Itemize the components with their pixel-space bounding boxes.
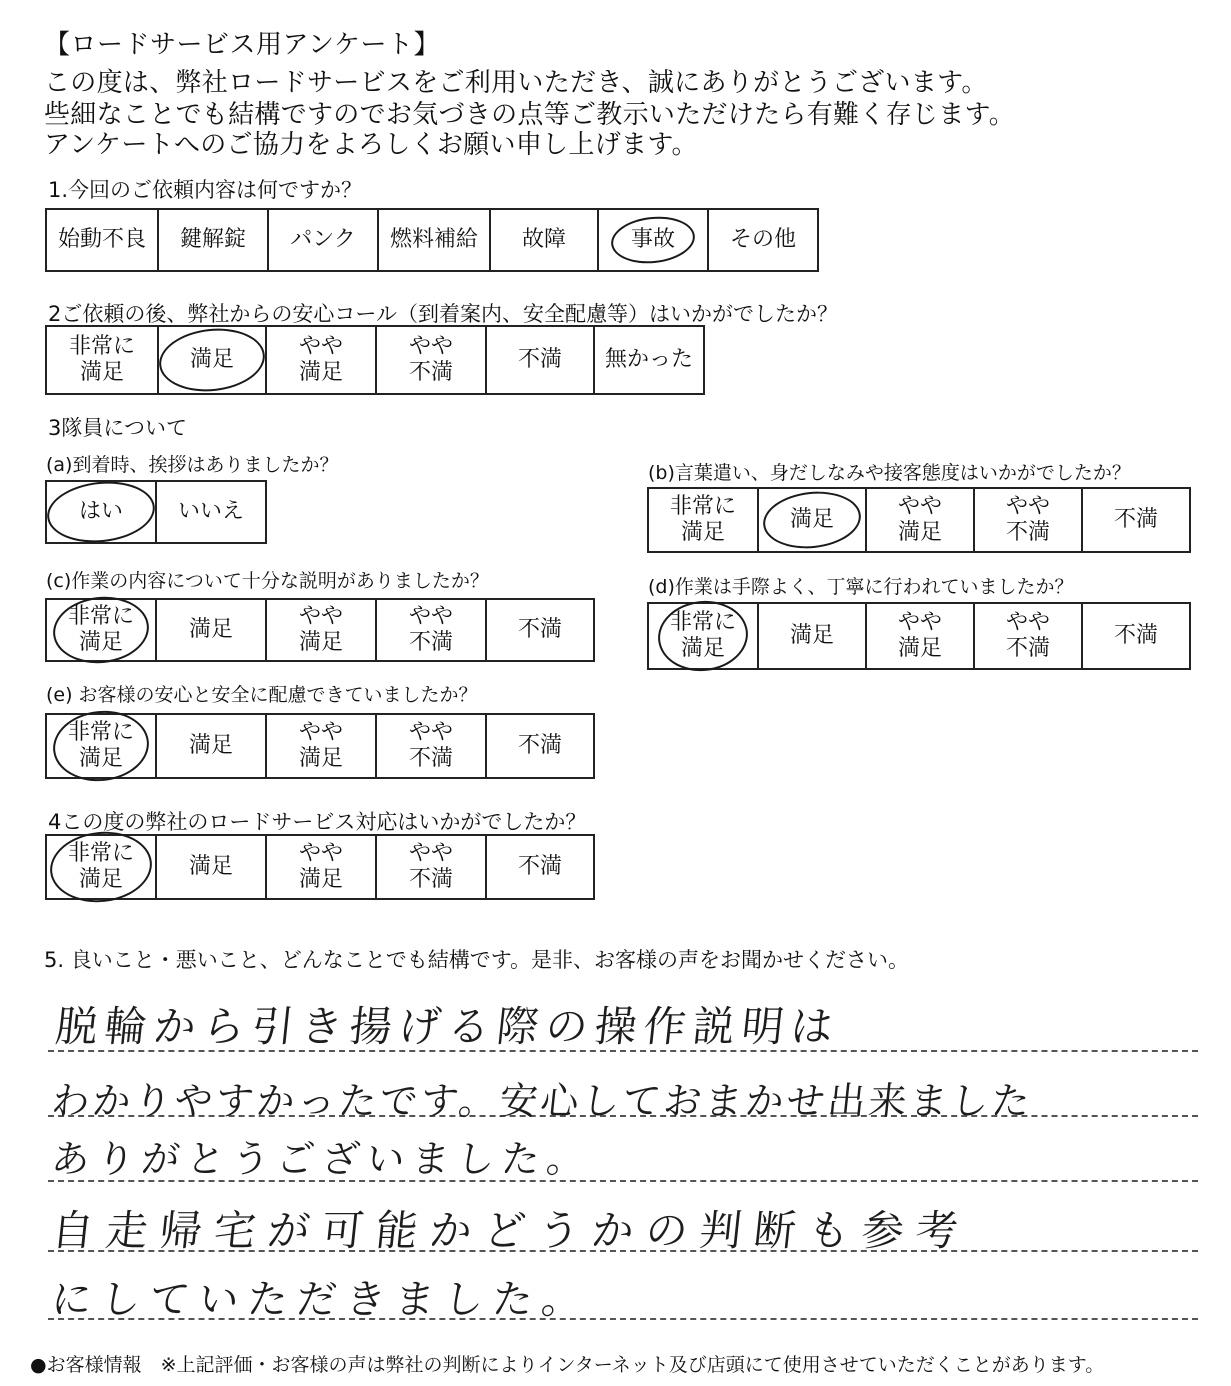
comment-line-4: 自走帰宅が可能かどうかの判断も参考 <box>49 1206 973 1255</box>
q4-option-label: 満足 <box>188 853 233 879</box>
q3d-label: (d)作業は手際よく、丁寧に行われていましたか？ <box>648 576 1074 598</box>
q3-c-option[interactable] <box>487 598 595 662</box>
q3b-options <box>647 487 1191 553</box>
q2-option[interactable] <box>377 325 487 395</box>
q2-option[interactable] <box>267 325 377 395</box>
q3c-options <box>45 598 595 662</box>
q3-b-option-label: 不満 <box>1113 506 1158 532</box>
intro-line-3: アンケートへのご協力をよろしくお願い申し上げます。 <box>44 130 698 160</box>
q1-option[interactable] <box>379 208 491 272</box>
survey-title: 【ロードサービス用アンケート】 <box>44 30 440 60</box>
q3-c-option-label: 満足 <box>188 616 233 642</box>
q3-d-option[interactable] <box>759 602 867 670</box>
q4-label: 4この度の弊社のロードサービス対応はいかがでしたか？ <box>48 810 587 834</box>
q3-b-option-label: 非常に 満足 <box>669 493 736 545</box>
q3-b-option-label: やや 不満 <box>1005 493 1050 545</box>
q3-a-option[interactable] <box>47 480 157 544</box>
q1-label: 1.今回のご依頼内容は何ですか？ <box>48 178 363 202</box>
q3-c-option[interactable] <box>157 598 267 662</box>
q3-e-option[interactable] <box>377 713 487 779</box>
q1-option[interactable] <box>599 208 709 272</box>
q3-b-option-label: やや 満足 <box>897 493 942 545</box>
q3-b-option[interactable] <box>975 487 1083 553</box>
q1-option-label: 始動不良 <box>57 226 146 252</box>
q5-label: 5. 良いこと・悪いこと、どんなことでも結構です。是非、お客様の声をお聞かせください。 <box>44 948 910 972</box>
q3-e-option[interactable] <box>157 713 267 779</box>
q2-option[interactable] <box>595 325 705 395</box>
q3-b-option[interactable] <box>867 487 975 553</box>
q1-option[interactable] <box>269 208 379 272</box>
q2-option-label: やや 満足 <box>298 333 343 385</box>
q2-options <box>45 325 705 395</box>
q4-option[interactable] <box>377 834 487 900</box>
q3-a-option-label: いいえ <box>177 498 244 524</box>
q2-option-label: 非常に 満足 <box>68 333 135 385</box>
q3-d-option-label: やや 不満 <box>1005 609 1050 661</box>
q3d-options <box>647 602 1191 670</box>
q3-b-option[interactable] <box>1083 487 1191 553</box>
q3-c-option-label: やや 満足 <box>298 603 343 655</box>
q2-option[interactable] <box>159 325 267 395</box>
q2-option-label: 不満 <box>517 346 562 372</box>
q3-d-option-label: 満足 <box>789 622 834 648</box>
q3-e-option-label: 満足 <box>188 732 233 758</box>
comment-line-5: にしていただきました。 <box>49 1277 594 1323</box>
intro-line-1: この度は、弊社ロードサービスをご利用いただき、誠にありがとうございます。 <box>44 68 988 98</box>
q3a-label: (a)到着時、挨拶はありましたか？ <box>46 454 339 476</box>
q2-option-label: やや 不満 <box>408 333 453 385</box>
q3-label: 3隊員について <box>48 416 187 440</box>
q3-a-option[interactable] <box>157 480 267 544</box>
q4-option-label: 不満 <box>517 853 562 879</box>
q3-e-option-label: やや 不満 <box>408 719 453 771</box>
q3-b-option-label: 満足 <box>789 506 834 532</box>
q3-e-option[interactable] <box>267 713 377 779</box>
q4-option[interactable] <box>267 834 377 900</box>
q3-c-option[interactable] <box>47 598 157 662</box>
q1-option-label: 鍵解錠 <box>179 226 246 252</box>
q3e-label: (e) お客様の安心と安全に配慮できていましたか？ <box>46 684 478 706</box>
q3b-label: (b)言葉遣い、身だしなみや接客態度はいかがでしたか？ <box>648 462 1131 484</box>
q3-d-option-label: 非常に 満足 <box>669 609 736 661</box>
q3-a-option-label: はい <box>78 498 123 524</box>
q3-c-option[interactable] <box>267 598 377 662</box>
q1-option-label: 燃料補給 <box>389 226 478 252</box>
q3-e-option[interactable] <box>487 713 595 779</box>
q3-c-option-label: 不満 <box>517 616 562 642</box>
q3-d-option-label: やや 満足 <box>897 609 942 661</box>
q3-d-option[interactable] <box>649 602 759 670</box>
q3-c-option[interactable] <box>377 598 487 662</box>
q2-option[interactable] <box>487 325 595 395</box>
q4-option[interactable] <box>487 834 595 900</box>
q1-option-label: 事故 <box>630 226 675 252</box>
q3-d-option[interactable] <box>1083 602 1191 670</box>
comment-line-1: 脱輪から引き揚げる際の操作説明は <box>53 1002 843 1051</box>
q4-options <box>45 834 595 900</box>
q3-b-option[interactable] <box>649 487 759 553</box>
q3-c-option-label: やや 不満 <box>408 603 453 655</box>
q4-option[interactable] <box>47 834 157 900</box>
q3c-label: (c)作業の内容について十分な説明がありましたか？ <box>46 570 489 592</box>
q2-option[interactable] <box>47 325 159 395</box>
q3a-options <box>45 480 267 544</box>
q2-option-label: 無かった <box>604 346 693 372</box>
q4-option-label: やや 不満 <box>408 840 453 892</box>
q3-c-option-label: 非常に 満足 <box>67 603 134 655</box>
q3e-options <box>45 713 595 779</box>
q1-option-label: 故障 <box>521 226 566 252</box>
q1-option[interactable] <box>47 208 159 272</box>
comment-line-2: わかりやすかったです。安心しておまかせ出来ました <box>49 1079 1035 1123</box>
customer-info-footer: ●お客様情報 ※上記評価・お客様の声は弊社の判断によりインターネット及び店頭にて使用させていただくことがあります。 <box>30 1354 1105 1376</box>
q3-e-option-label: 不満 <box>517 732 562 758</box>
q4-option-label: 非常に 満足 <box>67 840 134 892</box>
q1-option-label: パンク <box>290 226 356 252</box>
q4-option-label: やや 満足 <box>298 840 343 892</box>
q3-e-option-label: やや 満足 <box>298 719 343 771</box>
q4-option[interactable] <box>157 834 267 900</box>
q2-option-label: 満足 <box>189 346 234 372</box>
q1-option[interactable] <box>491 208 599 272</box>
q3-d-option-label: 不満 <box>1113 622 1158 648</box>
q3-b-option[interactable] <box>759 487 867 553</box>
q3-e-option-label: 非常に 満足 <box>67 719 134 771</box>
q1-option[interactable] <box>709 208 819 272</box>
comment-line-3: ありがとうございました。 <box>49 1137 594 1181</box>
q2-label: 2ご依頼の後、弊社からの安心コール（到着案内、安全配慮等）はいかがでしたか？ <box>48 302 838 326</box>
q1-options <box>45 208 819 272</box>
q3-d-option[interactable] <box>975 602 1083 670</box>
q3-e-option[interactable] <box>47 713 157 779</box>
q1-option-label: その他 <box>729 226 796 252</box>
intro-line-2: 些細なことでも結構ですのでお気づきの点等ご教示いただけたら有難く存じます。 <box>44 100 1016 130</box>
q3-d-option[interactable] <box>867 602 975 670</box>
q1-option[interactable] <box>159 208 269 272</box>
